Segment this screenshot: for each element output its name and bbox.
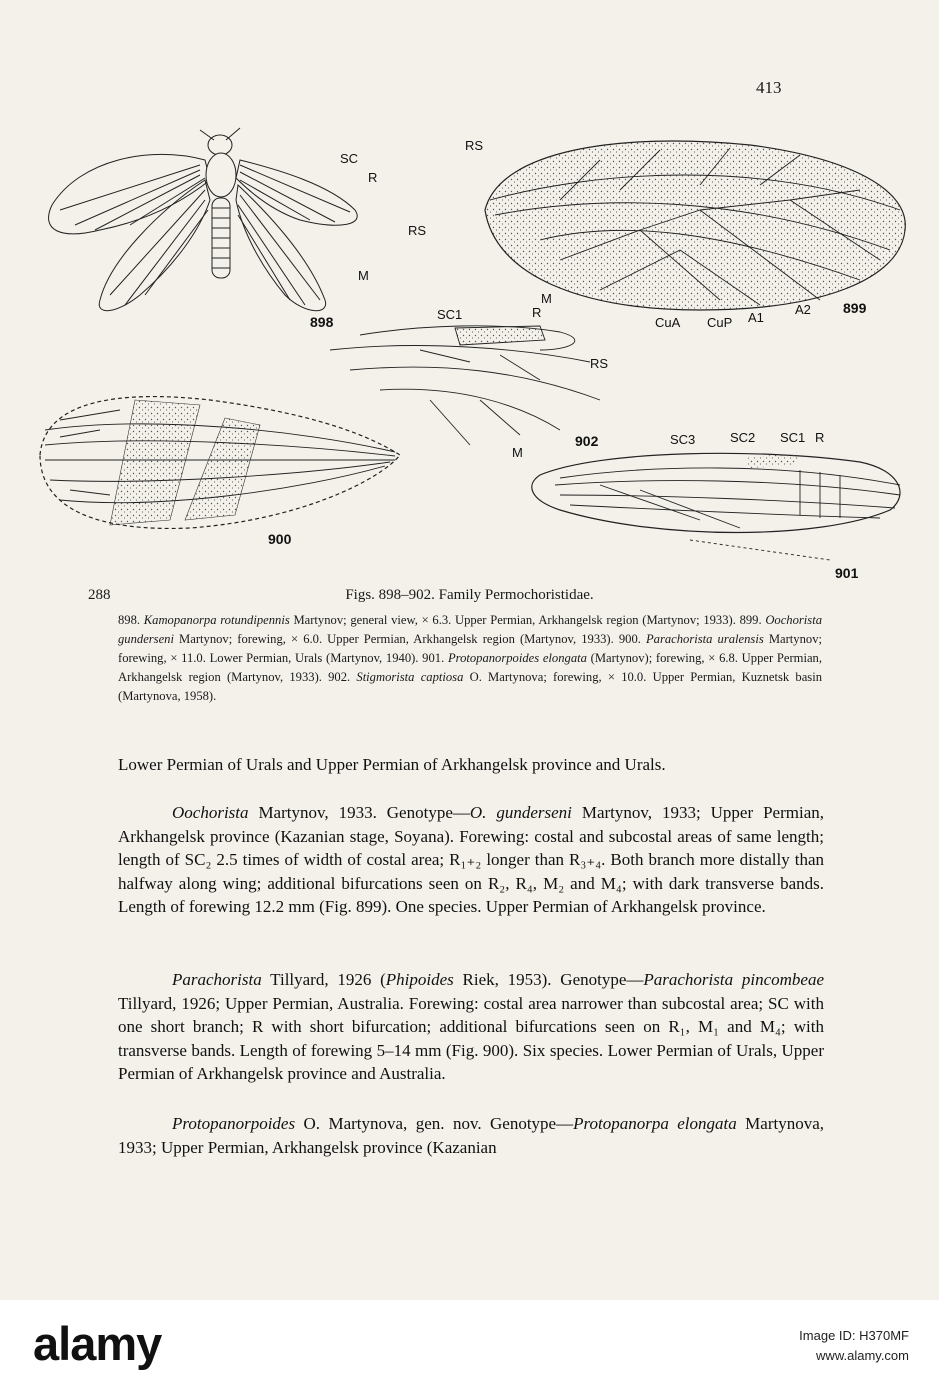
fig-899-number: 899 bbox=[843, 300, 867, 316]
label-902-rs: RS bbox=[590, 356, 609, 371]
fig-900-number: 900 bbox=[268, 531, 292, 547]
label-902-m: M bbox=[512, 445, 523, 460]
site-url: www.alamy.com bbox=[816, 1348, 909, 1363]
label-902-sc1: SC1 bbox=[437, 307, 463, 322]
figure-title: Figs. 898–902. Family Permochoristidae. bbox=[345, 587, 594, 603]
label-902-r: R bbox=[532, 305, 542, 320]
label-899-a2: A2 bbox=[795, 302, 811, 317]
fig-900-wing-drawing bbox=[40, 397, 400, 529]
label-899-cup: CuP bbox=[707, 315, 733, 330]
label-901-r: R bbox=[815, 430, 825, 445]
fig-901-number: 901 bbox=[835, 565, 859, 580]
label-899-cua: CuA bbox=[655, 315, 681, 330]
fig-898-insect-drawing bbox=[49, 128, 358, 311]
label-898-rs: RS bbox=[408, 223, 427, 238]
fig-898-number: 898 bbox=[310, 314, 334, 330]
fig-901-wing-drawing bbox=[532, 452, 900, 560]
body-paragraph-1: Lower Permian of Urals and Upper Permian of Arkhangelsk province and Urals. bbox=[118, 755, 666, 774]
page-number: 413 bbox=[756, 78, 782, 97]
body-paragraph-parachorista: Parachorista Tillyard, 1926 (Phipoides Riek, 1953). Genotype—Parachorista pincombeae Tillyard, 1926; Upper Permian, Australia. Forewing: costal area narrower than subcostal area; SC with one short branch; R with short bifurcation; additional bifurcations seen on R₁, M₁ and M₄; with transverse bands. Length of forewing 5–14 mm (Fig. 900). Six species. Lower Permian of Urals, Upper Permian of Arkhangelsk province and Australia. bbox=[118, 970, 825, 1083]
label-898-sc: SC bbox=[340, 151, 359, 166]
fig-902-wing-drawing bbox=[330, 326, 600, 445]
label-899-rs: RS bbox=[465, 138, 484, 153]
label-898-r: R bbox=[368, 170, 378, 185]
label-901-sc3: SC3 bbox=[670, 432, 696, 447]
figure-caption: 898. Kamopanorpa rotundipennis Martynov; general view, × 6.3. Upper Permian, Arkhangelsk region (Martynov; 1933). 899. Oochorista gunderseni Martynov; forewing, × 6.0. Upper Permian, Arkhangelsk region (Martynov, 1933). 900. Parachorista uralensis Martynov; forewing, × 11.0. Lower Permian, Urals (Martynov, 1940). 901. Protopanorpoides elongata (Martynov); forewing, × 6.8. Upper Permian, Arkhangelsk region (Martynov, 1933). 902. Stigmorista captiosa O. Martynova; forewing, × 10.0. Upper Permian, Kuznetsk basin (Martynova, 1958). bbox=[118, 613, 822, 703]
fig-902-number: 902 bbox=[575, 433, 599, 449]
alamy-logo: alamy bbox=[33, 1317, 162, 1370]
label-901-sc2: SC2 bbox=[730, 430, 756, 445]
body-paragraph-oochorista: Oochorista Martynov, 1933. Genotype—O. gunderseni Martynov, 1933; Upper Permian, Arkhangelsk province (Kazanian stage, Soyana). Forewing: costal and subcostal areas of same length; length of SC₂ 2.5 times of width of costal area; R₁₊₂ longer than R₃₊₄. Both branch more distally than halfway along wing; additional bifurcations seen on R₂, R₄, M₂ and M₄; with dark transverse bands. Length of forewing 12.2 mm (Fig. 899). One species. Upper Permian of Arkhangelsk province. bbox=[118, 803, 824, 916]
stock-footer-bar bbox=[0, 1300, 939, 1390]
image-id-block bbox=[799, 1326, 909, 1366]
plate-number: 288 bbox=[88, 587, 111, 603]
body-paragraph-protopanorpoides: Protopanorpoides O. Martynova, gen. nov. Genotype—Protopanorpa elongata Martynova, 1933; Upper Permian, Arkhangelsk province (Kazanian bbox=[118, 1114, 824, 1157]
label-901-sc1: SC1 bbox=[780, 430, 806, 445]
label-899-a1: A1 bbox=[748, 310, 764, 325]
fig-899-wing-drawing bbox=[485, 141, 905, 310]
image-id: Image ID: H370MF bbox=[799, 1328, 909, 1343]
label-898-m: M bbox=[358, 268, 369, 283]
label-899-m: M bbox=[541, 291, 552, 306]
figure-plate bbox=[0, 100, 939, 580]
